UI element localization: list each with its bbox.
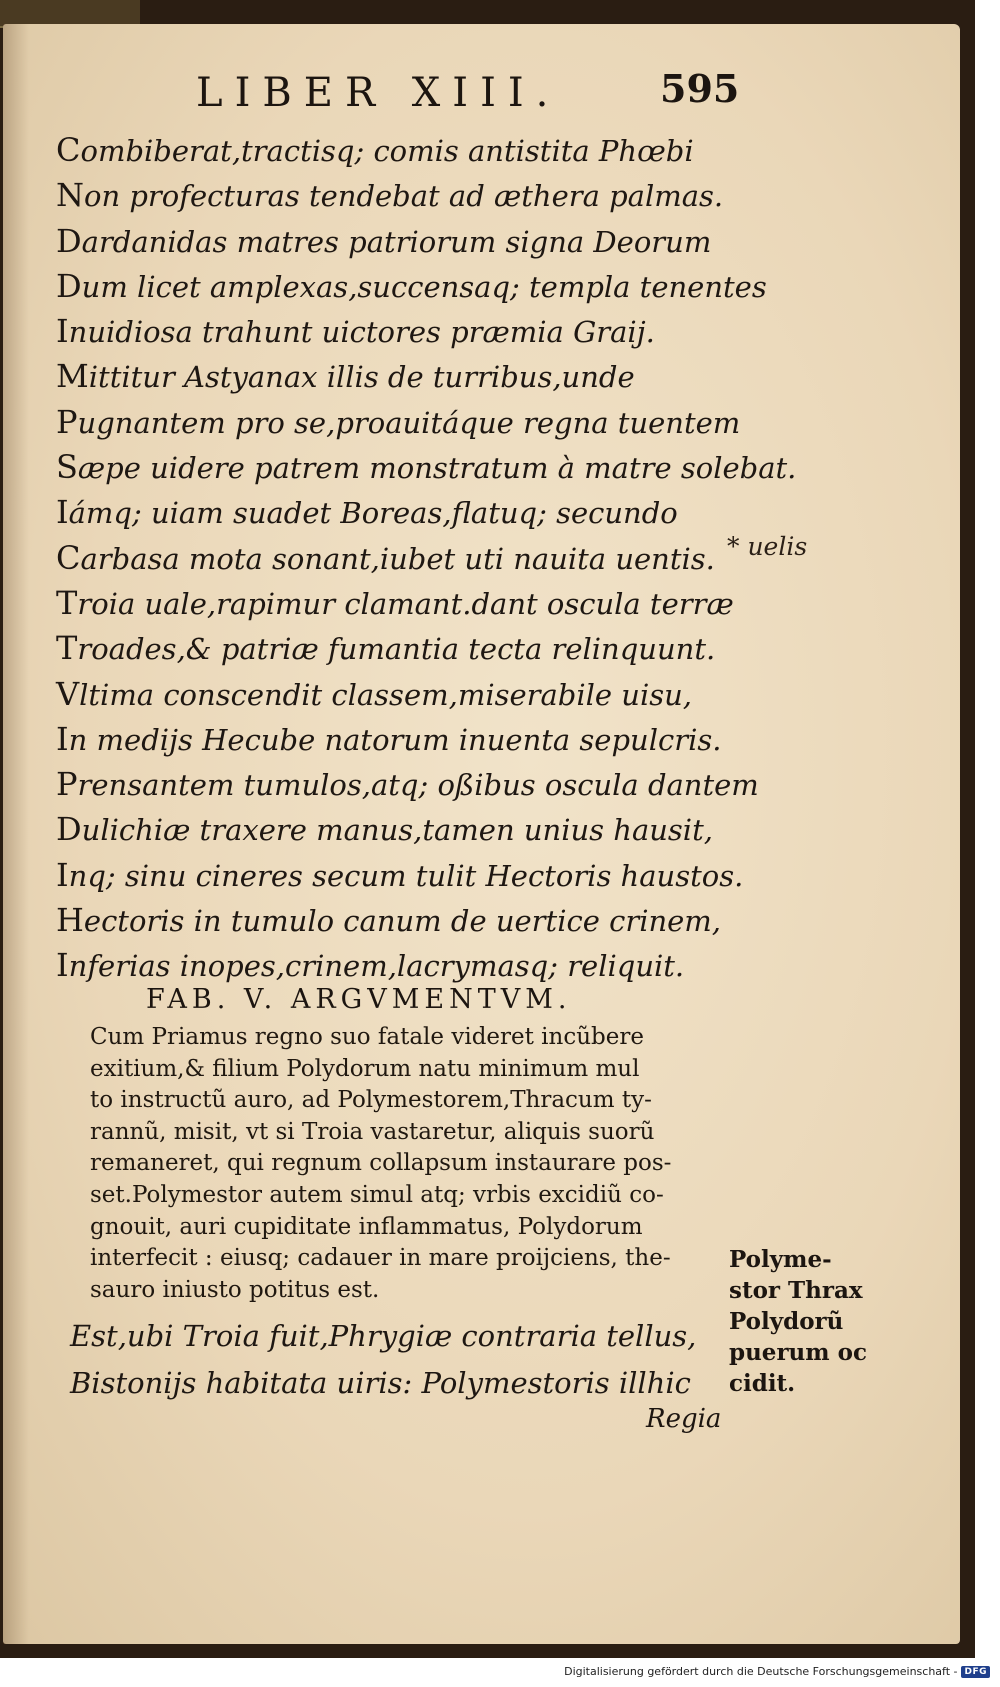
argument-line: Cum Priamus regno suo fatale videret incũbere xyxy=(90,1024,644,1050)
verse-line: Inq; sinu cineres secum tulit Hectoris haustos. xyxy=(56,855,744,894)
verse-line: Sæpe uidere patrem monstratum à matre solebat. xyxy=(56,448,797,487)
catchword: Regia xyxy=(646,1404,722,1434)
handwritten-annotation: * uelis xyxy=(727,532,808,561)
argument-line: exitium,& filium Polydorum natu minimum mul xyxy=(90,1055,640,1082)
verse-line: Troia uale,rapimur clamant.dant oscula terræ xyxy=(56,583,734,622)
verse-line: Prensantem tumulos,atq; oßibus oscula dantem xyxy=(56,765,759,804)
argument-line: gnouit, auri cupiditate inflammatus, Polydorum xyxy=(90,1213,643,1240)
verse-line: Hectoris in tumulo canum de uertice crinem, xyxy=(56,901,722,940)
margin-note-line: stor Thrax xyxy=(729,1277,863,1304)
argument-line: interfecit : eiusq; cadauer in mare proijciens, the- xyxy=(90,1245,671,1272)
verse-line: Inferias inopes,crinem,lacrymasq; reliquit. xyxy=(56,946,685,985)
margin-note-line: cidit. xyxy=(729,1370,796,1397)
verse-line: Vltima conscendit classem,miserabile uisu, xyxy=(56,674,693,713)
argument-paragraph xyxy=(90,1022,740,1306)
margin-note-line: puerum oc xyxy=(729,1339,867,1366)
footer-credit xyxy=(564,1665,990,1678)
verse-line: Dardanidas matres patriorum signa Deorum xyxy=(56,221,712,260)
verse-line: Mittitur Astyanax illis de turribus,unde xyxy=(56,357,635,396)
verse-block-continuation xyxy=(70,1313,697,1407)
running-head: LIBER XIII. xyxy=(196,70,561,116)
verse-line: Pugnantem pro se,proauitáque regna tuentem xyxy=(56,402,741,441)
dfg-logo: DFG xyxy=(961,1666,990,1678)
argument-line: to instructũ auro, ad Polymestorem,Thracum ty- xyxy=(90,1087,652,1114)
verse-line: Inuidiosa trahunt uictores præmia Graij. xyxy=(56,312,655,351)
verse-line: Combiberat,tractisq; comis antistita Phœbi xyxy=(56,131,694,169)
verse-line: Carbasa mota sonant,iubet uti nauita uentis. xyxy=(56,538,715,577)
verse-line: In medijs Hecube natorum inuenta sepulcris. xyxy=(56,719,722,758)
argument-line: sauro iniusto potitus est. xyxy=(90,1276,380,1303)
verse-line: Non profecturas tendebat ad æthera palmas. xyxy=(56,176,724,215)
margin-note-line: Polyme- xyxy=(729,1246,832,1273)
argument-line: rannũ, misit, vt si Troia vastaretur, aliquis suorũ xyxy=(90,1118,655,1145)
verse-line: Est,ubi Troia fuit,Phrygiæ contraria tellus, xyxy=(70,1319,697,1353)
margin-note-line: Polydorũ xyxy=(729,1308,844,1335)
argument-line: remaneret, qui regnum collapsum instaurare pos- xyxy=(90,1150,672,1177)
page-number: 595 xyxy=(660,66,740,111)
verse-line: Bistonijs habitata uiris: Polymestoris illhic xyxy=(70,1366,691,1400)
verse-line: Dum licet amplexas,succensaq; templa tenentes xyxy=(56,266,767,305)
margin-note xyxy=(729,1244,879,1399)
verse-line: Dulichiæ traxere manus,tamen unius hausit, xyxy=(56,810,713,849)
section-heading: FAB. V. ARGVMENTVM. xyxy=(146,984,572,1015)
footer-text: Digitalisierung gefördert durch die Deutsche Forschungsgemeinschaft - xyxy=(564,1665,958,1678)
verse-line: Iámq; uiam suadet Boreas,flatuq; secundo xyxy=(56,493,678,532)
page-gutter-shadow xyxy=(3,24,29,1644)
verse-line: Troades,& patriæ fumantia tecta relinquunt. xyxy=(56,629,716,668)
argument-line: set.Polymestor autem simul atq; vrbis excidiũ co- xyxy=(90,1181,664,1208)
